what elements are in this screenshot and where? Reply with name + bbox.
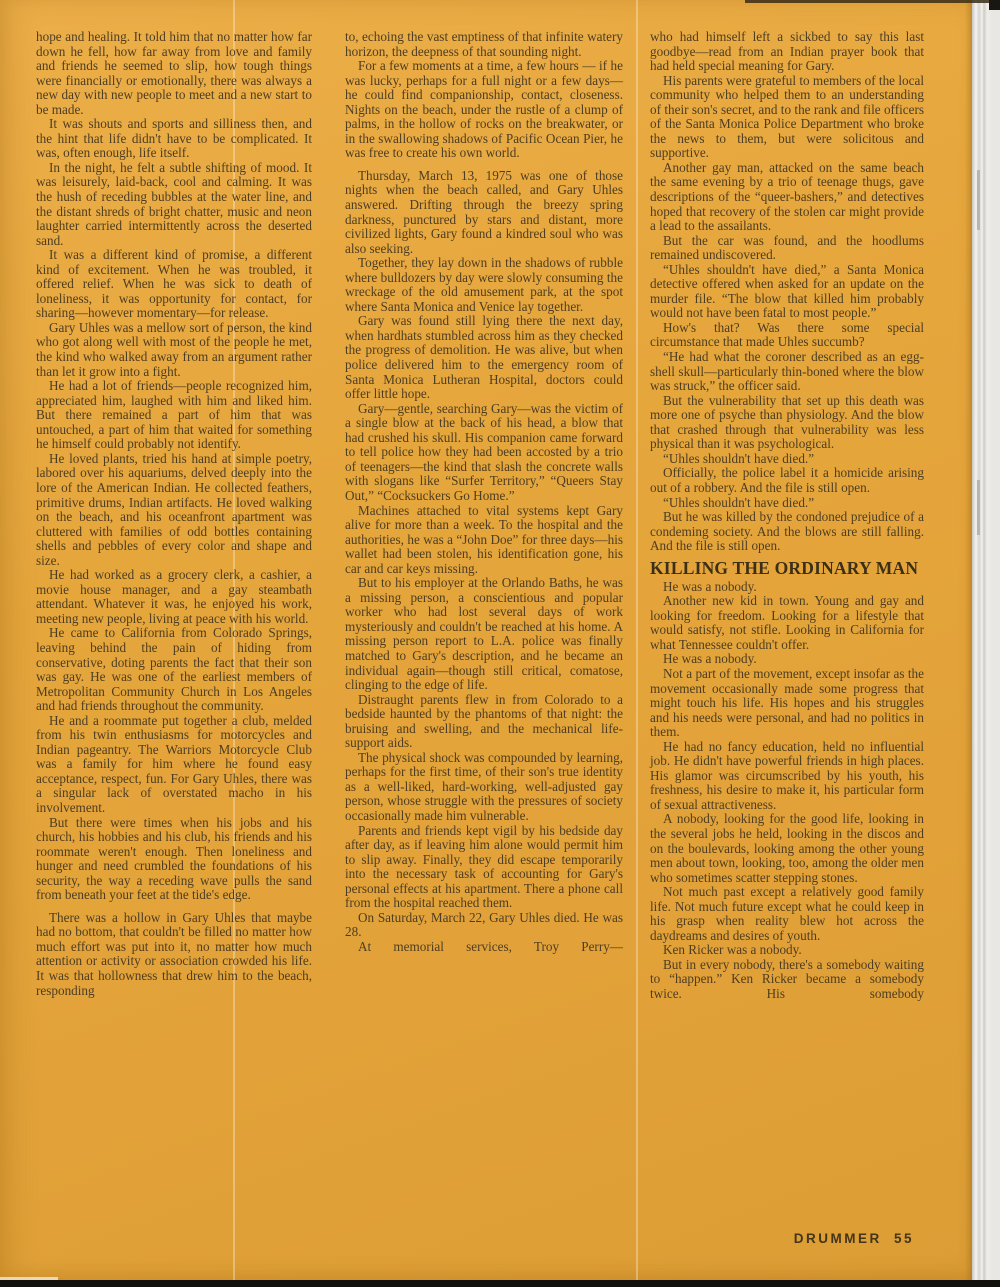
- paragraph: But he was killed by the condoned prejudice of a condeming society. And the blows are still falling. And the file is still open.: [650, 509, 924, 554]
- page-stack-mark: [977, 170, 980, 230]
- paragraph: He was a nobody.: [663, 651, 757, 667]
- paragraph: Ken Ricker was a nobody.: [663, 942, 802, 958]
- paragraph: “Uhles shouldn't have died,” a Santa Monica detective offered when asked for an update on the murder file. “The blow that killed him probably would not have been fatal to most people.”: [650, 261, 924, 321]
- paragraph: But to his employer at the Orlando Baths, he was a missing person, a conscientious and popular worker who had lost several days of work mysteriously and couldn't be reached at his home. A missing person report to L.A. police was finally matched to Gary's description, and he became an individual again—though still critical, comatose, clinging to the edge of life.: [345, 575, 623, 693]
- page-stack-mark: [977, 480, 980, 535]
- page-stack-edge: [972, 0, 1000, 1287]
- paragraph: “Uhles shouldn't have died.”: [663, 494, 815, 510]
- paragraph: But there were times when his jobs and his church, his hobbies and his club, his friends and his roommate weren't enough. Then loneliness and hunger and need crumbled the foundations of his security, the way a receding wave pulls the sand from beneath your feet at the tide's edge.: [36, 814, 312, 903]
- paragraph: But in every nobody, there's a somebody waiting to “happen.” Ken Ricker became a somebody twice. His somebody: [650, 956, 924, 1001]
- paragraph: He had no fancy education, held no influential job. He didn't have powerful friends in high places. His glamor was circumscribed by his youth, his freshness, his desire to make it, his particular form of sexual attractiveness.: [650, 738, 924, 812]
- paragraph: His parents were grateful to members of the local community who helped them to an understanding of their son's secret, and to the rank and file officers of the Santa Monica Police Department who broke the news to them, but were solicitous and supportive.: [650, 72, 924, 161]
- text-column-2: [345, 30, 623, 954]
- page-edge-shadow: [965, 0, 972, 1281]
- paragraph: Machines attached to vital systems kept Gary alive for more than a week. To the hospital and the authorities, he was a “John Doe” for three days—his wallet had been stolen, his identification gone, his car and car keys missing.: [345, 502, 623, 576]
- paragraph: A nobody, looking for the good life, looking in the several jobs he held, looking in the discos and on the boulevards, looking among the other young men about town, looking, too, among the older men who sometimes scatter stepping stones.: [650, 811, 924, 885]
- paragraph: He had worked as a grocery clerk, a cashier, a movie house manager, and a gay steambath attendant. Whatever it was, he enjoyed his work, meeting new people, living at peace with his world.: [36, 567, 312, 626]
- paragraph: He was a nobody.: [663, 578, 757, 594]
- section-heading: KILLING THE ORDINARY MAN: [650, 557, 919, 578]
- paragraph: For a few moments at a time, a few hours — if he was lucky, perhaps for a full night or a few days—he could find companionship, contact, closeness. Nights on the beach, under the rustle of a clump of palms, in the hollow of rocks on the breakwater, or in the swallowing shadows of Pacific Ocean Pier, he was free to create his own world.: [345, 58, 623, 161]
- paragraph: It was a different kind of promise, a different kind of excitement. When he was troubled, it offered relief. When he was sick to death of loneliness, it was opportunity for contact, for sharing—however momentary—for release.: [36, 247, 312, 321]
- paragraph: There was a hollow in Gary Uhles that maybe had no bottom, that couldn't be filled no matter how much effort was put into it, no matter how much attention or activity or association crowded his life. It was that hollowness that drew him to the beach, responding: [36, 909, 312, 998]
- paragraph: Another new kid in town. Young and gay and looking for freedom. Looking for a lifestyle that would satisfy, not stifle. Looking in California for what Tennessee couldn't offer.: [650, 593, 924, 652]
- scan-bottom-edge: [0, 1280, 1000, 1287]
- paragraph: The physical shock was compounded by learning, perhaps for the first time, of their son's true identity as a well-liked, hard-working, well-adjusted gay person, whose struggle with the pressures of society occasionally made him vulnerable.: [345, 749, 623, 823]
- paragraph: Not a part of the movement, except insofar as the movement occasionally made some progress that might touch his life. His hopes and his struggles and his needs were personal, and had no politics in them.: [650, 665, 924, 740]
- paragraph: In the night, he felt a subtle shifting of mood. It was leisurely, laid-back, cool and calming. It was the hush of receding bubbles at the water line, and the distant shreds of bright chatter, music and neon laughter carried intermittently across the deserted sand.: [36, 159, 312, 248]
- paragraph: Distraught parents flew in from Colorado to a bedside haunted by the phantoms of that night: the bruising and swelling, and the mechanical life-support aids.: [345, 691, 623, 751]
- paragraph: Another gay man, attacked on the same beach the same evening by a trio of teenage thugs, gave descriptions of the “queer-bashers,” and detectives hoped that recovery of the stolen car might provide a lead to the assailants.: [650, 159, 924, 234]
- text-column-1: [36, 30, 312, 998]
- paragraph: How's that? Was there some special circumstance that made Uhles succumb?: [650, 319, 924, 350]
- paragraph: Gary—gentle, searching Gary—was the victim of a single blow at the back of his head, a blow that had crushed his skull. His companion came forward to tell police how they had been accosted by a trio of teenagers—the kind that slash the concrete walls with slogans like “Surfer Territory,” “Queers Stay Out,” “Cocksuckers Go Home.”: [345, 400, 623, 503]
- paragraph: On Saturday, March 22, Gary Uhles died. He was 28.: [345, 909, 623, 940]
- paragraph: Parents and friends kept vigil by his bedside day after day, as if leaving him alone would permit him to slip away. Finally, they did escape temporarily into the necessary task of accounting for Gary's personal effects at his apartment. There a phone call from the hospital reached them.: [345, 822, 623, 911]
- paragraph: It was shouts and sports and silliness then, and the hint that life didn't have to be complicated. It was, often enough, life itself.: [36, 116, 312, 161]
- paragraph: But the car was found, and the hoodlums remained undiscovered.: [650, 232, 924, 263]
- paragraph: Officially, the police label it a homicide arising out of a robbery. And the file is still open.: [650, 465, 924, 495]
- paragraph: But the vulnerability that set up this death was more one of psyche than physiology. And the blow that crashed through that vulnerability was less physical than it was psychological.: [650, 392, 924, 452]
- paragraph: Gary Uhles was a mellow sort of person, the kind who got along well with most of the people he met, the kind who walked away from an argument rather than let it grow into a fight.: [36, 319, 312, 379]
- paragraph: “He had what the coroner described as an egg-shell skull—particularly thin-boned where the blow was struck,” the officer said.: [650, 349, 924, 394]
- paragraph: Not much past except a relatively good family life. Not much future except what he could keep in his grasp when reality blew hot across the daydreams and desires of youth.: [650, 884, 924, 943]
- paragraph: Thursday, March 13, 1975 was one of those nights when the beach called, and Gary Uhles answered. Drifting through the breezy spring darkness, punctured by stars and distant, more civilized lights, Gary found a kindred soul who was also seeking.: [345, 167, 623, 256]
- page-footer: DRUMMER 55: [793, 1231, 914, 1246]
- paragraph: hope and healing. It told him that no matter how far down he fell, how far away from love and family and friends he seemed to slip, how tough things were financially or emotionally, there was always a new day with new people to meet and a new start to be made.: [36, 29, 312, 117]
- paragraph: to, echoing the vast emptiness of that infinite watery horizon, the deepness of that sounding night.: [345, 29, 623, 59]
- paragraph: At memorial services, Troy Perry—: [358, 938, 623, 954]
- paragraph: He and a roommate put together a club, melded from his twin enthusiasms for motorcycles and Indian pageantry. The Warriors Motorcycle Club was a family for him where he found easy acceptance, respect, fun. For Gary Uhles, there was a singular lack of overstated macho in his involvement.: [36, 712, 312, 815]
- scan-corner: [989, 0, 1000, 10]
- scan-top-edge: [745, 0, 993, 3]
- paragraph: “Uhles shouldn't have died.”: [663, 450, 815, 466]
- scan-crease: [636, 0, 638, 1281]
- paragraph: Together, they lay down in the shadows of rubble where bulldozers by day were slowly consuming the wreckage of the old amusement park, at the spot where Santa Monica and Venice lay together.: [345, 255, 623, 314]
- paragraph: who had himself left a sickbed to say this last goodbye—read from an Indian prayer book that had held special meaning for Gary.: [650, 29, 924, 74]
- paragraph: He loved plants, tried his hand at simple poetry, labored over his aquariums, delved deeply into the lore of the American Indian. He collected feathers, primitive drums, Indian artifacts. He loved walking on the beach, and his oceanfront apartment was cluttered with families of odd bottles containing shells and pebbles of every color and shape and size.: [36, 450, 312, 568]
- paragraph: He came to California from Colorado Springs, leaving behind the pain of hiding from conservative, doting parents the fact that their son was gay. He was one of the earliest members of Metropolitan Community Church in Los Angeles and had friends throughout the community.: [36, 625, 312, 714]
- text-column-3: [650, 30, 924, 1002]
- paragraph: He had a lot of friends—people recognized him, appreciated him, laughed with him and liked him. But there remained a part of him that was untouched, a part of him that waited for something he himself could probably not identify.: [36, 378, 312, 452]
- paragraph: Gary was found still lying there the next day, when hardhats stumbled across him as they checked the progress of demolition. He was alive, but when police delivered him to the emergency room of Santa Monica Lutheran Hospital, doctors could offer little hope.: [345, 313, 623, 402]
